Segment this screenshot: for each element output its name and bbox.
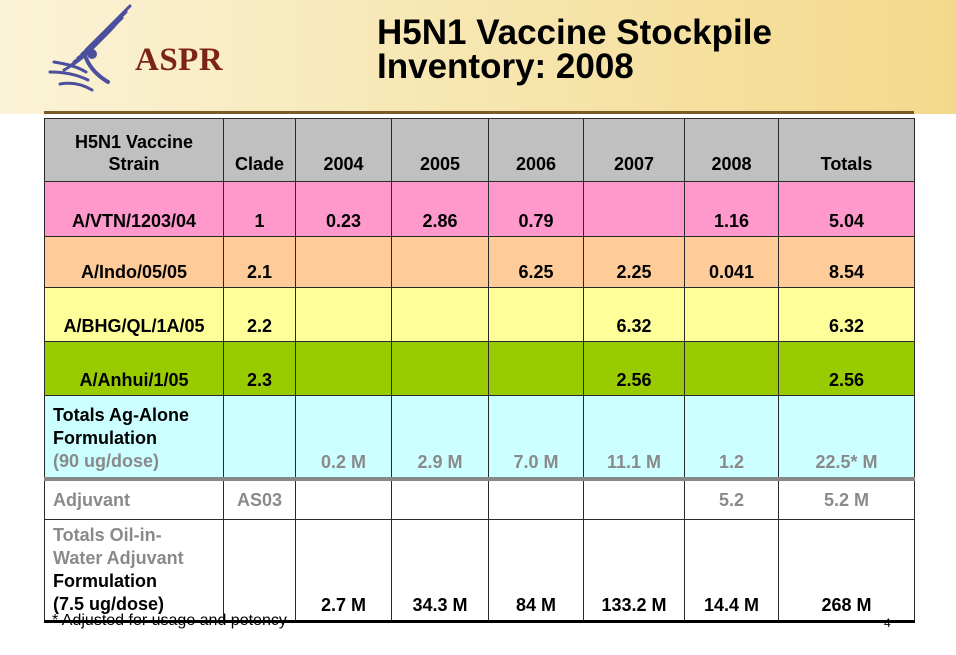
table-row-anhui	[45, 342, 915, 396]
cell-totals: 22.5* M	[779, 396, 915, 480]
cell-2008: 5.2	[685, 479, 779, 520]
cell-clade: 1	[224, 182, 296, 237]
ag-alone-label	[45, 396, 224, 480]
table-header-row	[45, 119, 915, 182]
ag-alone-label-line-1: Totals Ag-Alone	[53, 405, 189, 425]
header-2004: 2004	[296, 119, 392, 182]
page-title	[377, 13, 772, 86]
cell-2004: 0.2 M	[296, 396, 392, 480]
cell-strain: A/BHG/QL/1A/05	[45, 288, 224, 342]
table-row-vtn	[45, 182, 915, 237]
header-strain-line-2: Strain	[108, 154, 160, 174]
cell-2004: 2.7 M	[296, 520, 392, 622]
cell-2006: 6.25	[489, 237, 584, 288]
cell-2008: 1.16	[685, 182, 779, 237]
cell-strain: A/Indo/05/05	[45, 237, 224, 288]
cell-2005: 34.3 M	[392, 520, 489, 622]
cell-2005	[392, 288, 489, 342]
cell-totals: 8.54	[779, 237, 915, 288]
oil-label-line-2: Water Adjuvant	[53, 548, 184, 568]
cell-2006: 84 M	[489, 520, 584, 622]
cell-2005	[392, 479, 489, 520]
cell-2007	[584, 182, 685, 237]
page-number: 4	[884, 616, 891, 630]
cell-clade: 2.1	[224, 237, 296, 288]
header-clade: Clade	[224, 119, 296, 182]
cell-2007: 11.1 M	[584, 396, 685, 480]
stockpile-table	[44, 118, 915, 623]
cell-clade: AS03	[224, 479, 296, 520]
cell-2008: 14.4 M	[685, 520, 779, 622]
cell-2008: 1.2	[685, 396, 779, 480]
cell-strain: A/Anhui/1/05	[45, 342, 224, 396]
header-2008: 2008	[685, 119, 779, 182]
cell-2006	[489, 288, 584, 342]
cell-totals: 5.2 M	[779, 479, 915, 520]
cell-2004	[296, 288, 392, 342]
header-2006: 2006	[489, 119, 584, 182]
table-row-indo	[45, 237, 915, 288]
table-row-ag-alone-totals	[45, 396, 915, 480]
cell-2006	[489, 479, 584, 520]
cell-clade: 2.3	[224, 342, 296, 396]
header-totals: Totals	[779, 119, 915, 182]
slide-header	[0, 0, 956, 114]
header-divider	[44, 111, 914, 114]
cell-2004	[296, 237, 392, 288]
cell-2008	[685, 342, 779, 396]
cell-2004	[296, 342, 392, 396]
header-strain-line-1: H5N1 Vaccine	[74, 132, 194, 152]
oil-label-line-1: Totals Oil-in-	[53, 525, 162, 545]
table-row-adjuvant	[45, 479, 915, 520]
cell-2007	[584, 479, 685, 520]
cell-2006	[489, 342, 584, 396]
oil-label-line-3: Formulation	[53, 571, 157, 591]
adjuvant-label: Adjuvant	[45, 479, 224, 520]
table-row-oil-in-water-totals	[45, 520, 915, 622]
cell-2004	[296, 479, 392, 520]
header-strain	[45, 119, 224, 182]
cell-2006: 0.79	[489, 182, 584, 237]
cell-2008: 0.041	[685, 237, 779, 288]
cell-2007: 133.2 M	[584, 520, 685, 622]
cell-2005: 2.9 M	[392, 396, 489, 480]
header-2007: 2007	[584, 119, 685, 182]
cell-totals: 268 M	[779, 520, 915, 622]
cell-2007: 6.32	[584, 288, 685, 342]
oil-in-water-label	[45, 520, 224, 622]
cell-2004: 0.23	[296, 182, 392, 237]
ag-alone-label-line-2: Formulation	[53, 428, 157, 448]
cell-strain: A/VTN/1203/04	[45, 182, 224, 237]
cell-2006: 7.0 M	[489, 396, 584, 480]
aspr-logo-text: ASPR	[135, 42, 224, 78]
cell-2007: 2.56	[584, 342, 685, 396]
cell-2007: 2.25	[584, 237, 685, 288]
cell-clade	[224, 520, 296, 622]
cell-clade	[224, 396, 296, 480]
cell-2005: 2.86	[392, 182, 489, 237]
cell-2005	[392, 342, 489, 396]
cell-2008	[685, 288, 779, 342]
footnote: * Adjusted for usage and potency	[52, 612, 287, 629]
ag-alone-label-line-3: (90 ug/dose)	[53, 451, 160, 471]
cell-2005	[392, 237, 489, 288]
cell-totals: 2.56	[779, 342, 915, 396]
oil-label-line-4: (7.5 ug/dose)	[53, 594, 165, 614]
cell-clade: 2.2	[224, 288, 296, 342]
cell-totals: 5.04	[779, 182, 915, 237]
table-row-bhg	[45, 288, 915, 342]
cell-totals: 6.32	[779, 288, 915, 342]
title-line-1: H5N1 Vaccine Stockpile	[377, 13, 772, 52]
title-line-2: Inventory: 2008	[377, 47, 634, 86]
eagle-logo-icon	[46, 2, 134, 98]
header-2005: 2005	[392, 119, 489, 182]
